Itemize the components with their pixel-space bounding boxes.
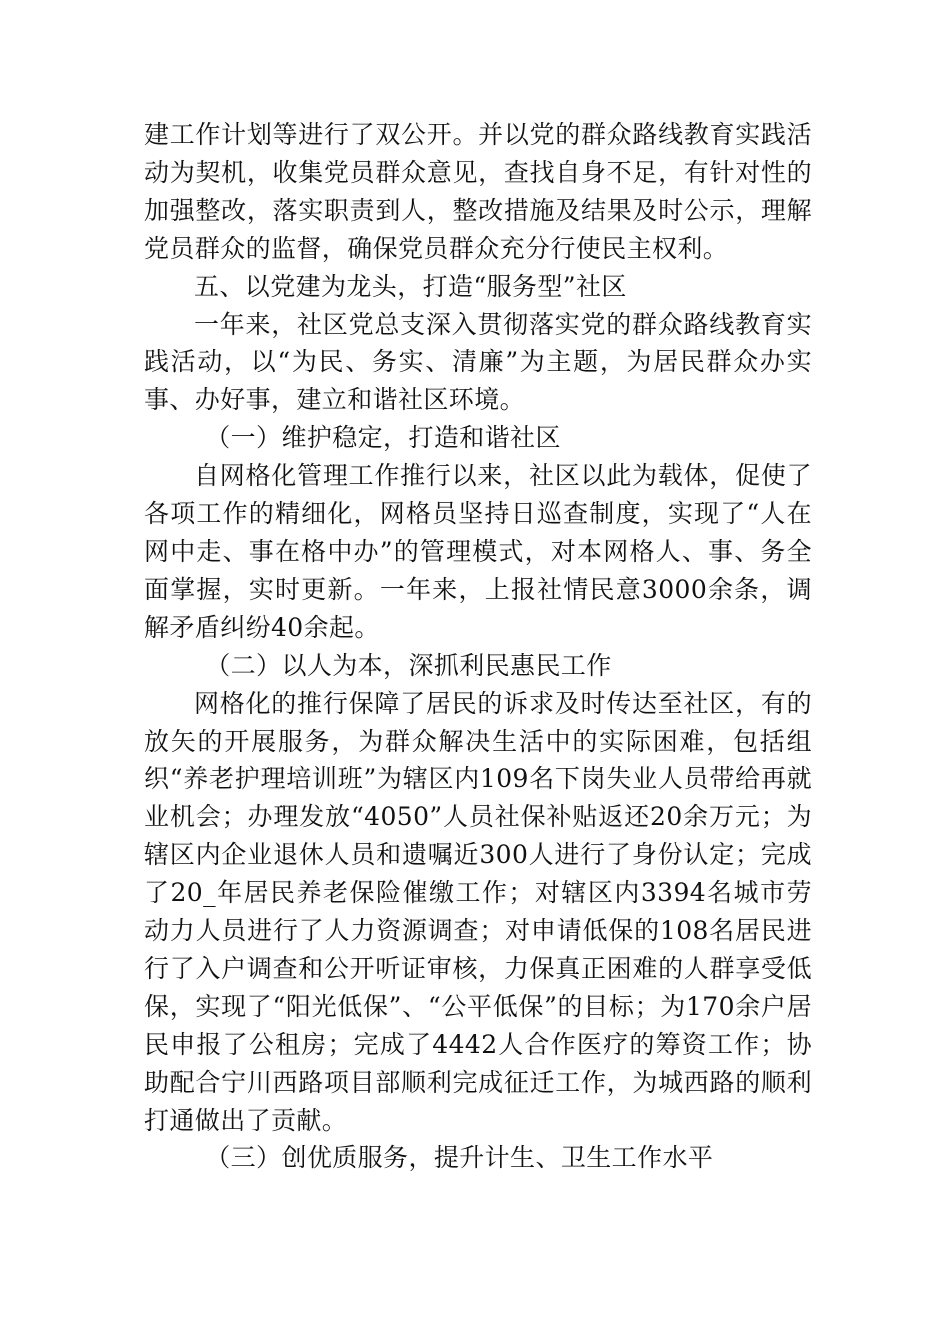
paragraph: 一年来，社区党总支深入贯彻落实党的群众路线教育实践活动，以“为民、务实、清廉”为主题，为居民群众办实事、办好事，建立和谐社区环境。 <box>144 309 812 415</box>
paragraph: 网格化的推行保障了居民的诉求及时传达至社区，有的放矢的开展服务，为群众解决生活中的实际困难，包括组织“养老护理培训班”为辖区内109名下岗失业人员带给再就业机会；办理发放“4050”人员社保补贴返还20余万元；为辖区内企业退休人员和遗嘱近300人进行了身份认定；完成了20_年居民养老保险催缴工作；对辖区内3394名城市劳动力人员进行了人力资源调查；对申请低保的108名居民进行了入户调查和公开听证审核，力保真正困难的人群享受低保，实现了“阳光低保”、“公平低保”的目标；为170余户居民申报了公租房；完成了4442人合作医疗的筹资工作；协助配合宁川西路项目部顺利完成征迁工作，为城西路的顺利打通做出了贡献。 <box>144 688 812 1135</box>
paragraph-continued: 建工作计划等进行了双公开。并以党的群众路线教育实践活动为契机，收集党员群众意见，查找自身不足，有针对性的加强整改，落实职责到人，整改措施及结果及时公示，理解党员群众的监督，确保党员群众充分行使民主权利。 <box>144 120 812 263</box>
subsection-heading: （二）以人为本，深抓利民惠民工作 <box>205 650 612 680</box>
document-page <box>144 116 812 1177</box>
paragraph: 自网格化管理工作推行以来，社区以此为载体，促使了各项工作的精细化，网格员坚持日巡查制度，实现了“人在网中走、事在格中办”的管理模式，对本网格人、事、务全面掌握，实时更新。一年来，上报社情民意3000余条，调解矛盾纠纷40余起。 <box>144 461 812 642</box>
subsection-heading: （三）创优质服务，提升计生、卫生工作水平 <box>205 1143 714 1173</box>
section-heading: 五、以党建为龙头，打造“服务型”社区 <box>194 271 627 301</box>
subsection-heading: （一）维护稳定，打造和谐社区 <box>205 423 561 453</box>
